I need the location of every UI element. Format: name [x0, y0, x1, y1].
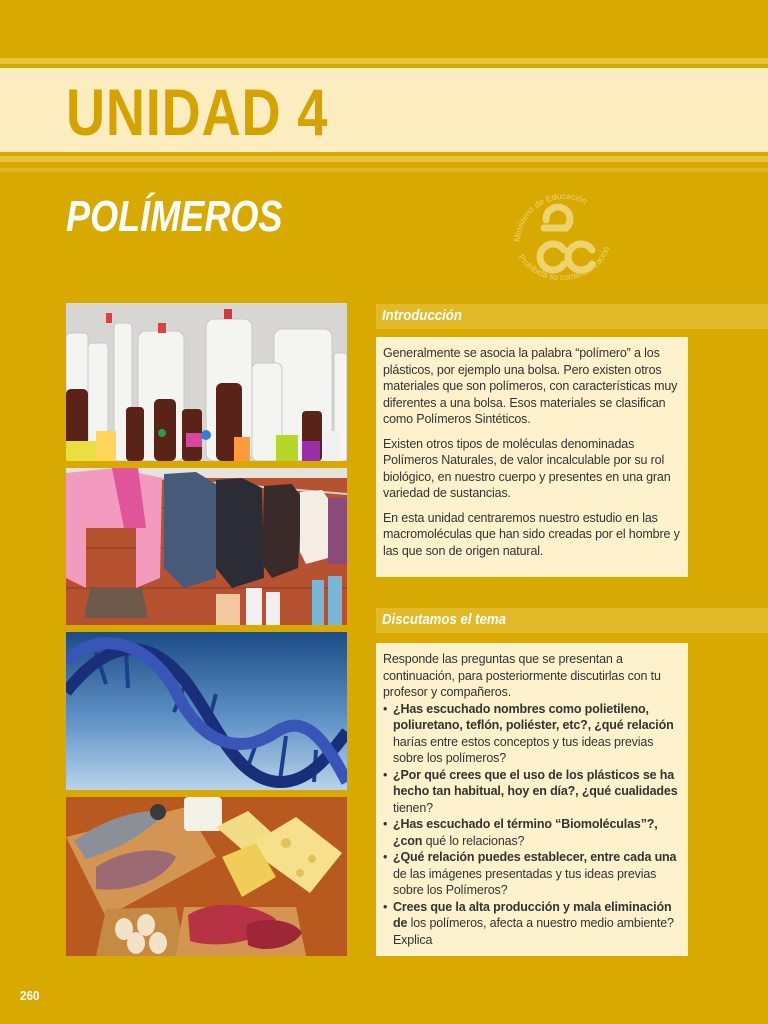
introduccion-header: [376, 304, 768, 329]
unit-title: UNIDAD 4: [66, 75, 329, 149]
plastic-bottles-photo: [66, 303, 347, 461]
discutamos-header: [376, 608, 768, 633]
ministry-stamp-logo: [506, 188, 618, 288]
discutamos-intro: Responde las preguntas que se presentan a continuación, para posteriormente discutirlas con tu profesor y compañeros.: [383, 652, 661, 699]
introduccion-heading: Introducción: [382, 307, 462, 324]
question-item: • Crees que la alta producción y mala eliminación de los polímeros, afecta a nuestro medio ambiente? Explica: [383, 899, 681, 949]
header-stripe-top: [0, 58, 768, 64]
header-stripe-thin: [0, 168, 768, 172]
intro-paragraph: En esta unidad centraremos nuestro estudio en las macromoléculas que han sido creadas por el hombre y las que son de origen natural.: [383, 510, 680, 558]
dna-helix-photo: [66, 632, 347, 790]
question-item: • ¿Has escuchado el término “Biomoléculas”?, ¿con qué lo relacionas?: [383, 816, 681, 849]
question-list: [383, 701, 681, 949]
page-number: 260: [20, 988, 40, 1003]
page-subtitle: POLÍMEROS: [66, 192, 283, 241]
question-item: • ¿Qué relación puedes establecer, entre cada una de las imágenes presentadas y tus ideas previas sobre los Polímeros?: [383, 849, 681, 899]
header-stripe-bottom: [0, 156, 768, 162]
discutamos-heading: Discutamos el tema: [382, 611, 506, 628]
intro-paragraph: Generalmente se asocia la palabra “polímero” a los plásticos, por ejemplo una bolsa. Pero existen otros materiales que son polímeros, con características muy diferentes a una bolsa. Esos materiales se clasifican como Polímeros Sintéticos.: [383, 346, 678, 426]
discutamos-box: [376, 643, 688, 956]
svg-text:Prohibida su comercialización: Prohibida su comercialización: [516, 244, 612, 283]
question-item: • ¿Has escuchado nombres como polietileno, poliuretano, teflón, poliéster, etc?, ¿qué relación harías entre estos conceptos y tus ideas previas sobre los polímeros?: [383, 701, 681, 767]
question-item: • ¿Por qué crees que el uso de los plásticos se ha hecho tan habitual, hoy en día?, ¿qué cualidades tienen?: [383, 767, 681, 817]
svg-text:Ministerio de Educación: Ministerio de Educación: [511, 190, 589, 243]
introduccion-box: [376, 337, 688, 577]
clothes-rack-photo: [66, 468, 347, 625]
intro-paragraph: Existen otros tipos de moléculas denominadas Polímeros Naturales, de valor incalculable por su rol biológico, en nuestro cuerpo y presentes en una gran variedad de sustancias.: [383, 436, 671, 500]
food-proteins-photo: [66, 797, 347, 956]
